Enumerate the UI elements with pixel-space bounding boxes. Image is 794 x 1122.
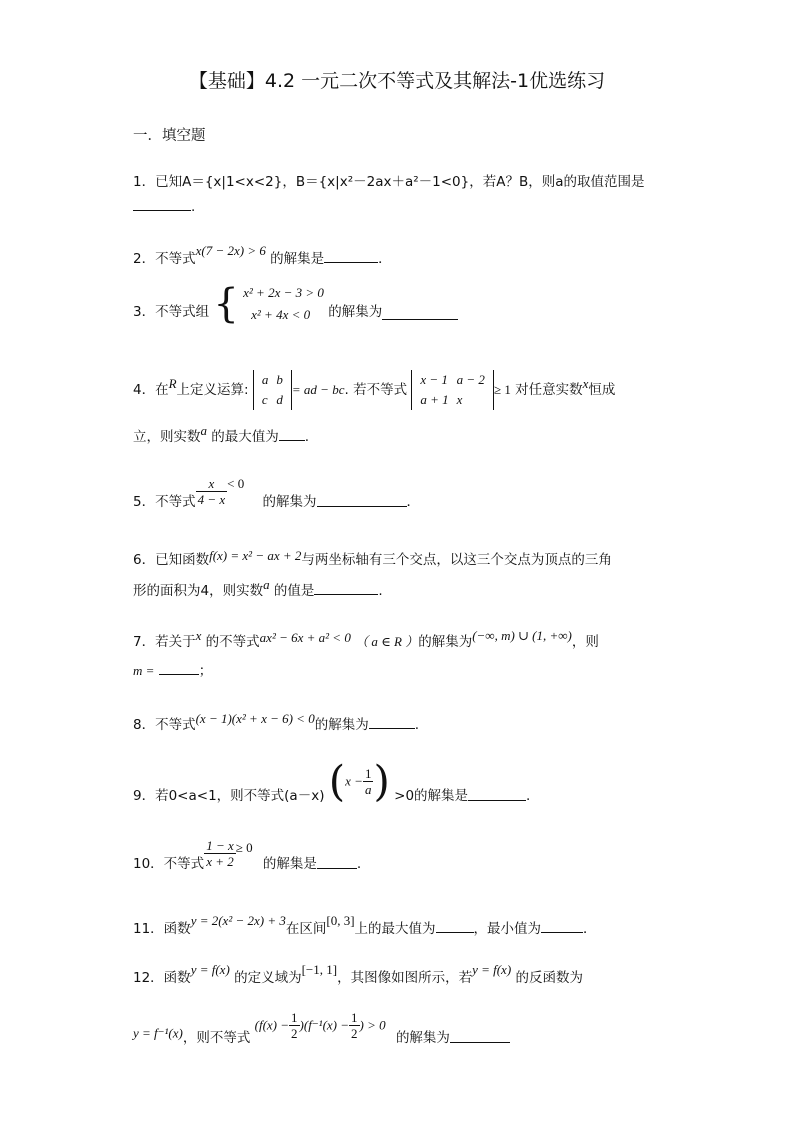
q4-text-e: 恒成 [588,382,616,398]
answer-blank[interactable] [541,918,583,933]
q3-eq1: x² + 2x − 3 > 0 [243,285,324,300]
q12-a: 12．函数 [133,970,191,986]
det-cell: c [261,392,268,407]
q4-rhs2: ≥ 1 [493,382,511,397]
q10-fraction [204,838,236,869]
question-6 [133,550,612,570]
question-11 [133,913,597,939]
q10-rel: ≥ 0 [235,839,253,855]
q1-end: . [191,199,196,215]
question-3 [133,281,458,334]
q6-line2a: 形的面积为4，则实数 [133,583,264,599]
q7-x: x [195,628,202,643]
fraction-numerator: 1 [291,1010,298,1025]
answer-blank[interactable] [382,305,458,320]
q12-b: 的定义域为 [234,970,302,986]
answer-blank[interactable] [314,580,378,595]
q9-end: . [526,787,531,804]
answer-blank[interactable] [369,714,415,729]
q5-fraction [196,476,228,507]
q8-end: . [414,717,420,733]
q4-end: . [304,429,310,445]
q7-a: 7．若关于 [133,634,196,650]
q3-tail: 的解集为 [328,304,383,320]
q3-system [213,282,324,326]
q3-eq2: x² + 4x < 0 [251,307,311,322]
q7-b: 的不等式 [205,634,260,650]
q7-c: 的解集为 [418,634,473,650]
q8-num: 8．不等式 [133,717,196,733]
q11-b: 在区间 [285,921,327,937]
q5-num: 5．不等式 [133,493,196,510]
q4-text-d: 对任意实数 [515,382,583,398]
answer-blank[interactable] [317,854,357,869]
answer-blank[interactable] [279,426,305,441]
q2-end: ． [378,251,392,267]
q2-num: 2．不等式 [133,251,196,267]
q6-a-var: a [263,577,270,592]
q12-line2b: ，则不等式 [182,1029,251,1046]
question-5 [133,475,421,510]
det-cell: b [276,372,283,387]
q4-text-b: 上定义运算: [176,382,249,398]
q12-ineq [255,1010,386,1041]
q9-b: >0的解集是 [394,787,469,804]
q7-end: ； [198,663,213,679]
q4-a: a [200,423,207,438]
fraction-denominator: x + 2 [206,854,234,869]
q10-end: . [356,855,362,872]
question-9 [133,756,531,806]
q6-a: 6．已知函数 [133,552,210,568]
fraction-denominator: 2 [351,1026,358,1041]
det-cell: a − 2 [456,372,485,387]
q6-end: . [378,583,383,599]
q11-d: ，最小值为 [473,921,542,937]
q6-b: 与两坐标轴有三个交点，以这三个交点为顶点的三角 [301,552,612,568]
fraction-numerator: 1 [351,1010,358,1025]
q12-d: 的反函数为 [515,970,583,986]
q4-x: x [582,376,589,391]
question-4-line2 [133,423,310,447]
q4-text-c: . 若不等式 [344,382,408,398]
det-cell: a + 1 [420,392,449,407]
fraction-numerator: x [196,476,228,492]
q7-m: m = [133,663,155,678]
q4-line2a: 立，则实数 [133,429,201,445]
q11-f: y = 2(x² − 2x) + 3 [190,913,286,928]
q4-R: R [168,376,177,391]
q4-text-a: 4．在 [133,382,169,398]
det-cell: a [261,372,269,387]
determinant-2 [411,370,494,410]
q7-ineq: ax² − 6x + a² < 0 [259,630,351,645]
question-8 [133,711,420,735]
answer-blank[interactable] [133,196,191,211]
q12-f1: y = f(x) [190,962,230,977]
fraction-denominator: 2 [291,1026,298,1041]
fraction-denominator: a [364,782,372,797]
ineq-part: ) > 0 [359,1017,386,1033]
q1-text: 1．已知A＝{x|1<x<2}，B＝{x|x²－2ax＋a²－1<0}，若A？B，则a的取值范围是 [133,174,645,190]
page-title: 【基础】4.2 一元二次不等式及其解法-1优选练习 [188,70,606,92]
q5-tail: 的解集为 [262,493,317,510]
question-10 [133,838,362,872]
question-12-line2 [133,1010,510,1049]
answer-blank[interactable] [436,918,474,933]
q9-a: 9．若0<a<1，则不等式(a－x) [133,787,325,804]
q12-c: ，其图像如图所示，若 [337,970,473,986]
answer-blank[interactable] [468,786,526,801]
det-cell: x [456,392,463,407]
answer-blank[interactable] [324,248,378,263]
half-fraction [349,1010,360,1041]
fraction-numerator: 1 [364,766,372,781]
q4-rhs: = ad − bc [291,382,345,397]
fraction-numerator: 1 − x [206,838,234,853]
question-7 [133,628,599,652]
q5-rel: < 0 [227,475,245,491]
q9-lhs: x − [345,773,363,789]
question-7-line2 [133,660,212,681]
question-12 [133,962,583,988]
question-6-line2 [133,577,383,601]
brace-icon: { [213,281,239,327]
det-cell: x − 1 [420,372,448,387]
answer-blank[interactable] [317,492,407,507]
q2-expr: x(7 − 2x) > 6 [195,243,266,258]
q11-interval: [0, 3] [326,913,355,928]
q7-set: (−∞, m) ∪ (1, +∞) [472,628,572,643]
q6-f: f(x) = x² − ax + 2 [209,548,302,563]
q8-expr: (x − 1)(x² + x − 6) < 0 [195,711,315,726]
q7-d: ，则 [571,634,599,650]
half-fraction [289,1010,300,1041]
q4-line2b: 的最大值为 [211,429,279,445]
q8-tail: 的解集为 [314,717,369,733]
question-4 [133,370,615,410]
det-cell: d [276,392,283,407]
determinant-1 [253,370,292,410]
q12-inverse: y = f⁻¹(x) [133,1025,183,1041]
question-1-line2 [133,196,195,217]
q5-end: ． [406,493,421,510]
q12-tail: 的解集为 [395,1029,450,1046]
paren-close-icon: ) [373,756,390,806]
q6-line2b: 的值是 [273,583,315,599]
q12-dom: [−1, 1] [301,962,338,977]
answer-blank[interactable] [450,1028,510,1043]
section-heading: 一．填空题 [133,128,206,144]
q11-end: ． [583,921,597,937]
question-1 [133,172,645,192]
q7-cond: （ a ∈ R ） [355,634,419,649]
q11-a: 11．函数 [133,921,191,937]
answer-blank[interactable] [159,660,199,675]
q10-tail: 的解集是 [262,855,317,872]
q12-f2: y = f(x) [472,962,512,977]
paren-open-icon: ( [328,756,346,806]
ineq-part: (f(x) − [254,1017,290,1033]
question-2 [133,243,392,269]
q11-c: 上的最大值为 [354,921,436,937]
ineq-part: )(f⁻¹(x) − [299,1017,350,1033]
fraction-denominator: 4 − x [197,492,226,507]
q9-fraction [363,766,374,797]
q2-tail: 的解集是 [270,251,325,267]
q10-num: 10．不等式 [133,855,205,872]
q3-num: 3．不等式组 [133,304,210,320]
